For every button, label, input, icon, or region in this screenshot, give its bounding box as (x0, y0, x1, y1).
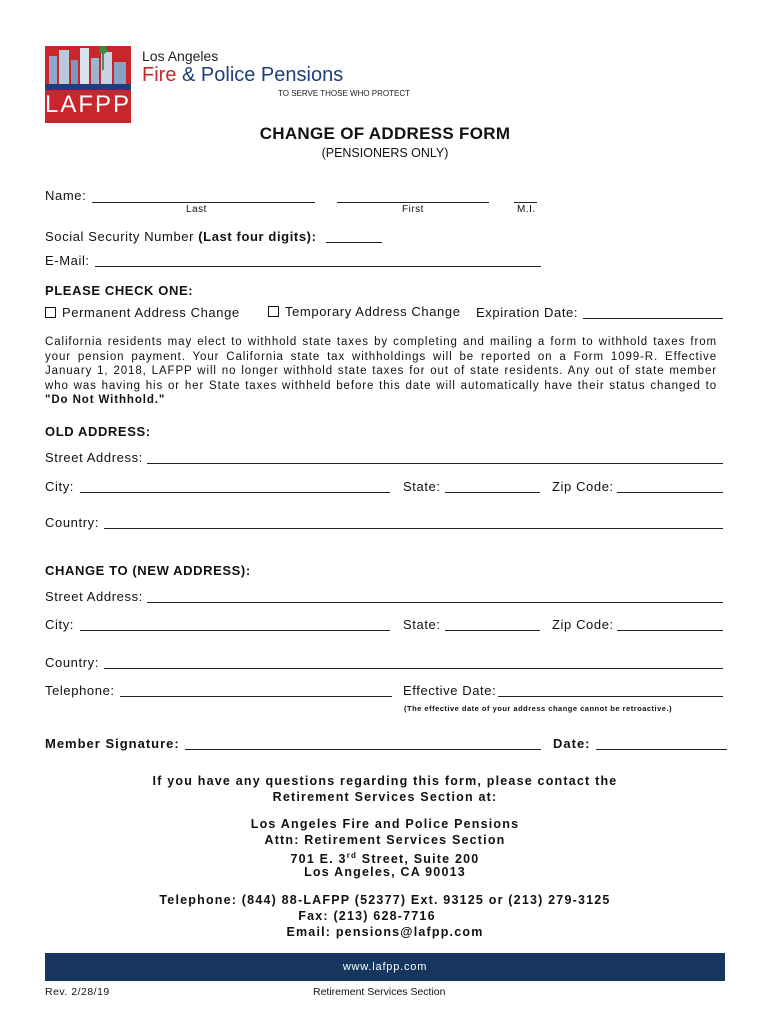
last-name-caption: Last (186, 204, 207, 215)
signature-date-label: Date: (553, 736, 591, 751)
last-name-field[interactable] (92, 202, 315, 203)
form-title: CHANGE OF ADDRESS FORM (259, 124, 511, 143)
signature-label: Member Signature: (45, 736, 180, 751)
contact-address-3-pre: 701 E. 3 (290, 852, 347, 867)
new-state-field[interactable] (445, 630, 540, 631)
old-zip-label: Zip Code: (552, 479, 614, 494)
org-name-fire: Fire (142, 64, 177, 86)
footer-bar (45, 953, 725, 981)
old-country-field[interactable] (104, 528, 723, 529)
ssn-label-bold: (Last four digits): (198, 229, 317, 244)
lafpp-logo (45, 46, 131, 123)
org-name-police: Police Pensions (200, 64, 344, 86)
tax-notice-text: California residents may elect to withhold state taxes by completing and mailing a form to withhold taxes from your pension payment. Your California state tax withholdings will be reported on a Form 1099-R. Effective January 1, 2018, LAFPP will no longer withhold state taxes for out of state residents. Any out of state member who was having his or her State taxes withheld before this date will automatically have their status changed to (45, 336, 717, 392)
effective-date-note: (The effective date of your address change cannot be retroactive.) (404, 704, 673, 713)
old-street-label: Street Address: (45, 450, 143, 465)
ssn-field[interactable] (326, 242, 382, 243)
middle-initial-caption: M.I. (517, 204, 536, 215)
telephone-label: Telephone: (45, 683, 115, 698)
temporary-option-label: Temporary Address Change (285, 304, 461, 319)
new-street-field[interactable] (147, 602, 723, 603)
expiration-date-field[interactable] (583, 318, 723, 319)
temporary-option[interactable] (268, 304, 461, 319)
old-state-label: State: (403, 479, 441, 494)
email-field[interactable] (95, 266, 541, 267)
contact-email: Email: pensions@lafpp.com (286, 925, 484, 939)
permanent-option-label: Permanent Address Change (62, 305, 240, 320)
telephone-field[interactable] (120, 696, 392, 697)
new-city-label: City: (45, 617, 74, 632)
ssn-label-text: Social Security Number (45, 229, 199, 244)
new-street-label: Street Address: (45, 589, 143, 604)
name-label: Name: (45, 188, 87, 203)
contact-telephone: Telephone: (844) 88-LAFPP (52377) Ext. 93125 or (213) 279-3125 (159, 893, 611, 907)
org-name (142, 64, 343, 87)
first-name-field[interactable] (337, 202, 489, 203)
contact-address-3-sup: rd (346, 851, 358, 860)
new-zip-label: Zip Code: (552, 617, 614, 632)
tax-notice-bold: "Do Not Withhold." (45, 394, 166, 407)
tagline: TO SERVE THOSE WHO PROTECT (278, 89, 411, 98)
middle-initial-field[interactable] (514, 202, 537, 203)
new-country-label: Country: (45, 655, 99, 670)
org-name-small: Los Angeles (142, 48, 219, 64)
footer-website-link[interactable]: www.lafpp.com (342, 961, 428, 973)
signature-date-field[interactable] (596, 749, 727, 750)
check-one-heading: PLEASE CHECK ONE: (45, 283, 194, 298)
email-label: E-Mail: (45, 253, 90, 268)
new-zip-field[interactable] (617, 630, 723, 631)
org-name-amp: & (176, 64, 201, 86)
first-name-caption: First (402, 204, 424, 215)
contact-address-1: Los Angeles Fire and Police Pensions (250, 817, 520, 831)
permanent-checkbox[interactable] (45, 307, 56, 318)
contact-address-4: Los Angeles, CA 90013 (304, 865, 466, 879)
contact-address-3-post: Street, Suite 200 (357, 852, 480, 867)
form-subtitle: (PENSIONERS ONLY) (321, 146, 449, 160)
new-state-label: State: (403, 617, 441, 632)
new-address-heading: CHANGE TO (NEW ADDRESS): (45, 563, 251, 578)
footer-section: Retirement Services Section (313, 986, 446, 998)
permanent-option[interactable] (45, 305, 240, 320)
temporary-checkbox[interactable] (268, 306, 279, 317)
expiration-label: Expiration Date: (476, 305, 579, 320)
old-city-label: City: (45, 479, 74, 494)
old-city-field[interactable] (80, 492, 390, 493)
signature-field[interactable] (185, 749, 541, 750)
new-city-field[interactable] (80, 630, 390, 631)
old-address-heading: OLD ADDRESS: (45, 424, 151, 439)
new-country-field[interactable] (104, 668, 723, 669)
old-street-field[interactable] (147, 463, 723, 464)
tax-withholding-notice (45, 335, 717, 408)
old-zip-field[interactable] (617, 492, 723, 493)
effective-date-field[interactable] (498, 696, 723, 697)
contact-address-2: Attn: Retirement Services Section (264, 833, 506, 847)
ssn-label (45, 229, 317, 244)
contact-intro-1: If you have any questions regarding this form, please contact the (152, 774, 618, 788)
effective-date-label: Effective Date: (403, 683, 497, 698)
logo-text: LAFPP (45, 91, 131, 118)
contact-fax: Fax: (213) 628-7716 (298, 909, 436, 923)
footer-revision: Rev. 2/28/19 (45, 986, 110, 998)
contact-intro-2: Retirement Services Section at: (272, 790, 498, 804)
old-state-field[interactable] (445, 492, 540, 493)
old-country-label: Country: (45, 515, 99, 530)
